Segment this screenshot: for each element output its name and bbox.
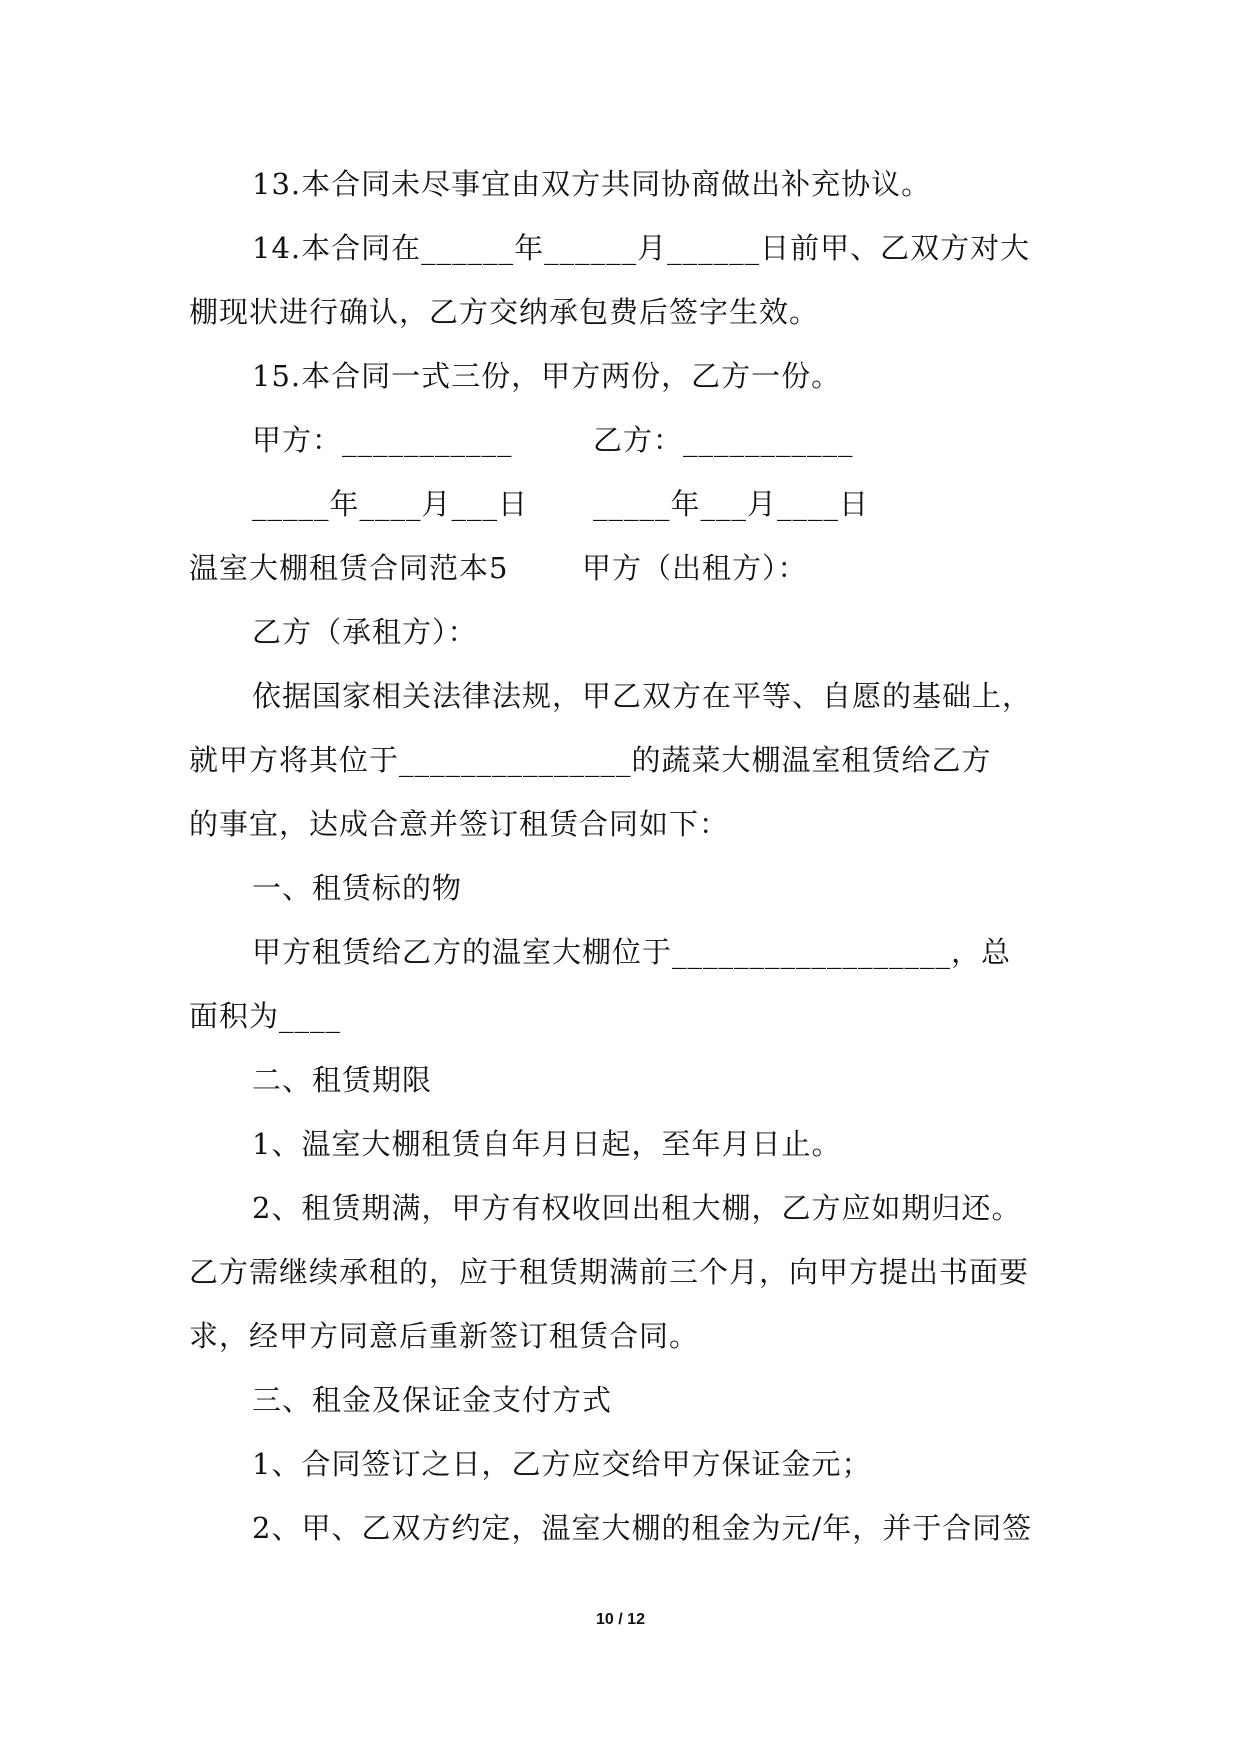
clause-14-line-1: 14.本合同在______年______月______日前甲、乙双方对大 (252, 231, 1031, 265)
preamble-line-3: 的事宜，达成合意并签订租赁合同如下： (189, 807, 730, 841)
lessee-label: 乙方（承租方）： (252, 615, 478, 649)
section-1-body-line-2: 面积为____ (189, 999, 342, 1033)
section-3-item-1: 1、合同签订之日，乙方应交给甲方保证金元； (252, 1447, 872, 1481)
section-2-item-2-line-2: 乙方需继续承租的，应于租赁期满前三个月，向甲方提出书面要 (189, 1255, 1030, 1289)
party-a-signature-line: 甲方：___________ (252, 423, 513, 457)
section-1-heading: 一、租赁标的物 (252, 871, 463, 905)
preamble-line-1: 依据国家相关法律法规，甲乙双方在平等、自愿的基础上， (252, 679, 1033, 713)
clause-13: 13.本合同未尽事宜由双方共同协商做出补充协议。 (252, 167, 932, 201)
clause-15: 15.本合同一式三份，甲方两份，乙方一份。 (252, 359, 842, 393)
preamble-line-2: 就甲方将其位于_______________的蔬菜大棚温室租赁给乙方 (189, 743, 992, 777)
section-1-body-line-1: 甲方租赁给乙方的温室大棚位于__________________，总 (252, 935, 1012, 969)
contract-title: 温室大棚租赁合同范本5 (189, 551, 509, 585)
party-b-date-line: _____年___月____日 (593, 487, 870, 521)
party-a-date-line: _____年____月___日 (252, 487, 529, 521)
section-2-heading: 二、租赁期限 (252, 1063, 433, 1097)
section-3-heading: 三、租金及保证金支付方式 (252, 1383, 613, 1417)
party-b-signature-line: 乙方：___________ (593, 423, 854, 457)
lessor-label: 甲方（出租方）： (582, 551, 808, 585)
section-2-item-2-line-1: 2、租赁期满，甲方有权收回出租大棚，乙方应如期归还。 (252, 1191, 1022, 1225)
section-2-item-1: 1、温室大棚租赁自年月日起，至年月日止。 (252, 1127, 842, 1161)
section-3-item-2: 2、甲、乙双方约定，温室大棚的租金为元/年，并于合同签 (252, 1511, 1033, 1545)
section-2-item-2-line-3: 求，经甲方同意后重新签订租赁合同。 (189, 1319, 700, 1353)
page-number: 10 / 12 (596, 1611, 645, 1628)
clause-14-line-2: 棚现状进行确认，乙方交纳承包费后签字生效。 (189, 295, 820, 329)
